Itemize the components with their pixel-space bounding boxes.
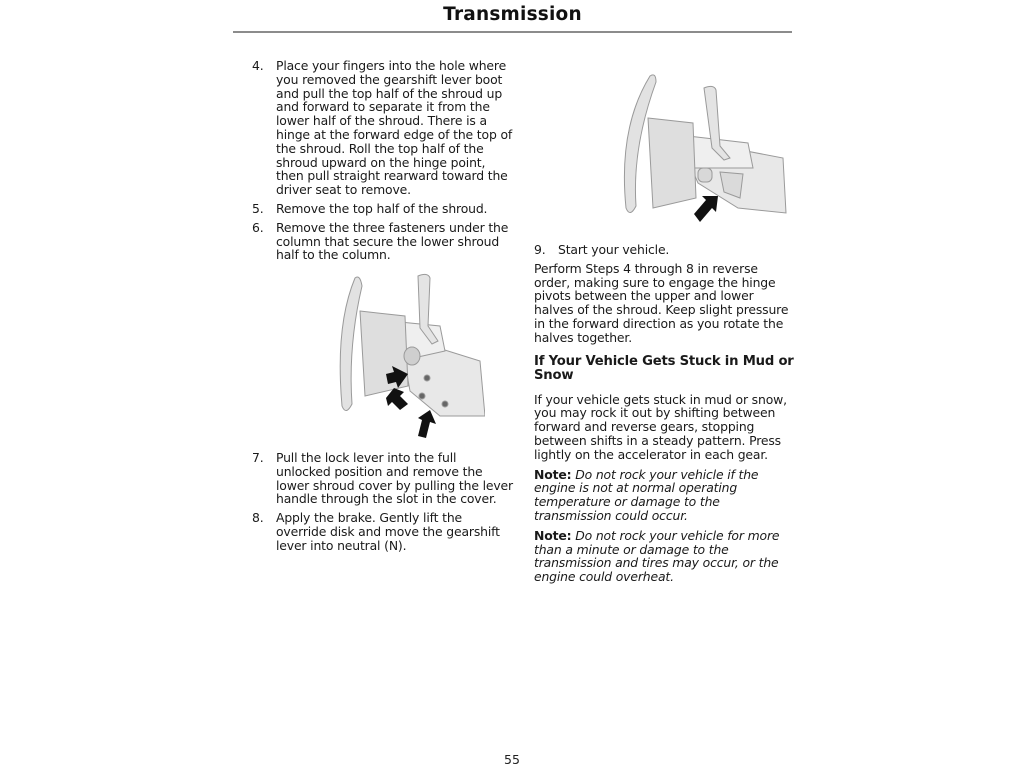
step-number: 4. — [252, 58, 264, 73]
wheel-hub — [648, 118, 696, 208]
step-number: 8. — [252, 510, 264, 526]
right-column — [534, 243, 796, 590]
note-text: Do not rock your vehicle if the engine is not at normal operating temperature or damage to the transmission could occur. — [534, 466, 759, 523]
page-header — [233, 0, 792, 34]
fastener — [419, 393, 425, 399]
arrows — [694, 196, 718, 222]
note — [534, 529, 796, 584]
section-paragraph: If your vehicle gets stuck in mud or snow, you may rock it out by shifting between forward and reverse gears, stopping between shifts in a steady pattern. Press lightly on the accelerator in each gear. — [534, 391, 787, 462]
step-text: Remove the top half of the shroud. — [276, 200, 488, 216]
header-rule — [233, 31, 792, 33]
step-8 — [252, 511, 514, 552]
note-label: Note: — [534, 466, 572, 482]
step-number: 9. — [534, 242, 546, 257]
page-title: Transmission — [443, 4, 582, 25]
step-number: 7. — [252, 450, 264, 465]
section-heading: If Your Vehicle Gets Stuck in Mud or Snow — [534, 353, 794, 383]
figure-override-disk — [608, 68, 788, 226]
steering-wheel-rim — [340, 277, 362, 411]
step-9 — [534, 243, 796, 257]
step-text: Remove the three fasteners under the column that secure the lower shroud half to the column. — [276, 219, 509, 263]
step-text: Apply the brake. Gently lift the override disk and move the gearshift lever into neutral (N). — [276, 510, 500, 553]
page-number: 55 — [504, 752, 520, 767]
shroud-hole — [404, 347, 420, 365]
arrow-icon — [418, 410, 436, 438]
step-text: Pull the lock lever into the full unlocked position and remove the lower shroud cover by pulling the lever handle through the slot in the cover. — [276, 450, 513, 507]
note-text: Do not rock your vehicle for more than a minute or damage to the transmission and tires may occur, or the engine could overheat. — [534, 527, 780, 585]
figure-lower-shroud-fasteners — [330, 266, 485, 441]
step-text: Start your vehicle. — [558, 242, 670, 257]
step-text: Place your fingers into the hole where you removed the gearshift lever boot and pull the top half of the shroud up and forward to separate it from the lower half of the shroud. There is a hinge at the forward edge of the top of the shroud. Roll the top half of the shroud upward on the hinge point, then pull straight rearward toward the driver seat to remove. — [276, 58, 513, 198]
step-number: 5. — [252, 200, 264, 216]
step-7 — [252, 451, 514, 506]
left-column-continued — [252, 451, 514, 558]
arrow-icon — [694, 196, 718, 222]
note-label: Note: — [534, 527, 572, 543]
step-6 — [252, 221, 514, 262]
override-disk — [698, 168, 712, 182]
fastener — [442, 401, 448, 407]
note — [534, 468, 796, 523]
steering-column-illustration — [608, 68, 788, 226]
steering-column-illustration — [330, 266, 485, 441]
step-number: 6. — [252, 219, 264, 235]
reverse-order-paragraph: Perform Steps 4 through 8 in reverse order, making sure to engage the hinge pivots between the upper and lower halves of the shroud. Keep slight pressure in the forward direction as you rotate the halves together. — [534, 260, 789, 345]
fastener — [424, 375, 430, 381]
step-4 — [252, 59, 514, 197]
step-5 — [252, 202, 514, 216]
left-column — [252, 59, 514, 267]
arrow-icon — [386, 388, 408, 410]
